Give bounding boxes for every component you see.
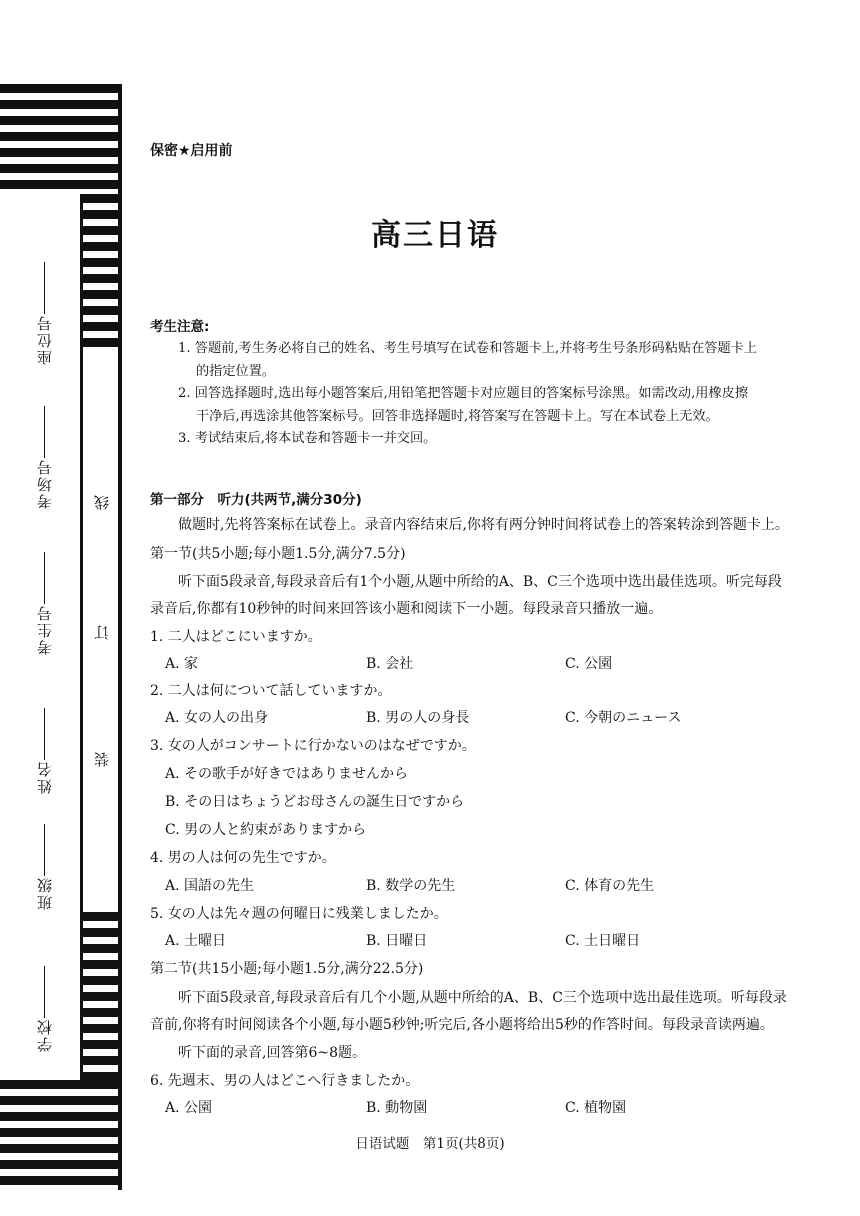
binding-stripes-lower — [82, 912, 120, 1080]
section-one-heading: 第一节(共5小题;每小题1.5分,满分7.5分) — [150, 546, 406, 562]
class-blank — [44, 824, 45, 876]
question-4: 4. 男の人は何の先生ですか。 — [150, 850, 336, 866]
school-field — [26, 962, 62, 1052]
part-one-heading: 第一部分 听力(共两节,满分30分) — [150, 492, 362, 508]
notice-item: 的指定位置。 — [196, 364, 276, 379]
question-2: 2. 二人は何について話していますか。 — [150, 683, 392, 699]
class-label: 班级 — [35, 876, 54, 910]
section-two-instructions: 听下面5段录音,每段录音后有几个小题,从题中所给的A、B、C三个选项中选出最佳选项。听每段录 — [178, 990, 787, 1006]
question-6-option-a: A. 公園 — [165, 1100, 213, 1116]
question-4-option-c: C. 体育の先生 — [565, 878, 655, 894]
question-1-option-a: A. 家 — [165, 656, 199, 672]
question-5-option-c: C. 土日曜日 — [565, 933, 641, 949]
seat-number-label: 座位号 — [35, 314, 54, 365]
question-2-option-c: C. 今朝のニュース — [565, 710, 682, 726]
notice-heading: 考生注意: — [150, 319, 210, 335]
question-1-option-b: B. 会社 — [366, 656, 414, 672]
section-two-instructions: 音前,你将有时间阅读各个小题,每小题5秒钟;听完后,各小题将给出5秒的作答时间。每段录音读两遍。 — [150, 1017, 774, 1033]
candidate-number-field — [26, 548, 62, 655]
question-4-option-a: A. 国語の先生 — [165, 878, 255, 894]
notice-item: 干净后,再选涂其他答案标号。回答非选择题时,将答案写在答题卡上。写在本试卷上无效。 — [196, 409, 719, 424]
question-3-option-a: A. その歌手が好きではありませんから — [165, 766, 409, 782]
school-label: 学校 — [35, 1018, 54, 1052]
question-1: 1. 二人はどこにいますか。 — [150, 629, 322, 645]
question-5: 5. 女の人は先々週の何曜日に残業しましたか。 — [150, 906, 448, 922]
question-1-option-c: C. 公園 — [565, 656, 613, 672]
confidential-mark: 保密★启用前 — [150, 143, 233, 159]
question-5-option-b: B. 日曜日 — [366, 933, 428, 949]
part-one-intro: 做题时,先将答案标在试卷上。录音内容结束后,你将有两分钟时间将试卷上的答案转涂到答题卡上。 — [178, 517, 789, 533]
class-field — [26, 820, 62, 910]
question-3-option-b: B. その日はちょうどお母さんの誕生日ですから — [165, 794, 465, 810]
name-label: 姓名 — [35, 760, 54, 794]
question-6-option-c: C. 植物園 — [565, 1100, 627, 1116]
candidate-number-label: 考生号 — [35, 604, 54, 655]
cut-mark-bind: 订 — [93, 625, 111, 640]
binding-line-inner — [80, 194, 83, 1080]
binding-stripes-top — [0, 84, 120, 194]
exam-title: 高三日语 — [371, 218, 499, 253]
question-3: 3. 女の人がコンサートに行かないのはなぜですか。 — [150, 738, 476, 754]
seat-number-blank — [44, 262, 45, 314]
page-footer: 日语试题 第1页(共8页) — [355, 1136, 505, 1152]
section-two-heading: 第二节(共15小题;每小题1.5分,满分22.5分) — [150, 961, 424, 977]
name-blank — [44, 708, 45, 760]
candidate-number-blank — [44, 552, 45, 604]
question-3-option-c: C. 男の人と約束がありますから — [165, 822, 367, 838]
question-6-option-b: B. 動物園 — [366, 1100, 428, 1116]
exam-room-label: 考场号 — [35, 458, 54, 509]
question-5-option-a: A. 土曜日 — [165, 933, 227, 949]
cut-mark-staple: 装 — [93, 752, 111, 767]
question-2-option-b: B. 男の人の身長 — [366, 710, 470, 726]
exam-room-field — [26, 402, 62, 509]
question-4-option-b: B. 数学の先生 — [366, 878, 456, 894]
seat-number-field — [26, 258, 62, 365]
school-blank — [44, 966, 45, 1018]
notice-item: 3. 考试结束后,将本试卷和答题卡一并交回。 — [178, 431, 437, 446]
question-6: 6. 先週末、男の人はどこへ行きましたか。 — [150, 1073, 420, 1089]
question-2-option-a: A. 女の人の出身 — [165, 710, 269, 726]
section-one-instructions: 录音后,你都有10秒钟的时间来回答该小题和阅读下一小题。每段录音只播放一遍。 — [150, 601, 663, 617]
name-field — [26, 704, 62, 794]
exam-room-blank — [44, 406, 45, 458]
cut-mark-line: 线 — [93, 495, 111, 510]
section-two-instructions: 听下面的录音,回答第6~8题。 — [178, 1045, 366, 1061]
notice-item: 1. 答题前,考生务必将自己的姓名、考生号填写在试卷和答题卡上,并将考生号条形码粘贴在答题卡上 — [178, 341, 758, 356]
notice-item: 2. 回答选择题时,选出每小题答案后,用铅笔把答题卡对应题目的答案标号涂黑。如需改动,用橡皮擦 — [178, 386, 749, 401]
section-one-instructions: 听下面5段录音,每段录音后有1个小题,从题中所给的A、B、C三个选项中选出最佳选项。听完每段 — [178, 574, 782, 590]
